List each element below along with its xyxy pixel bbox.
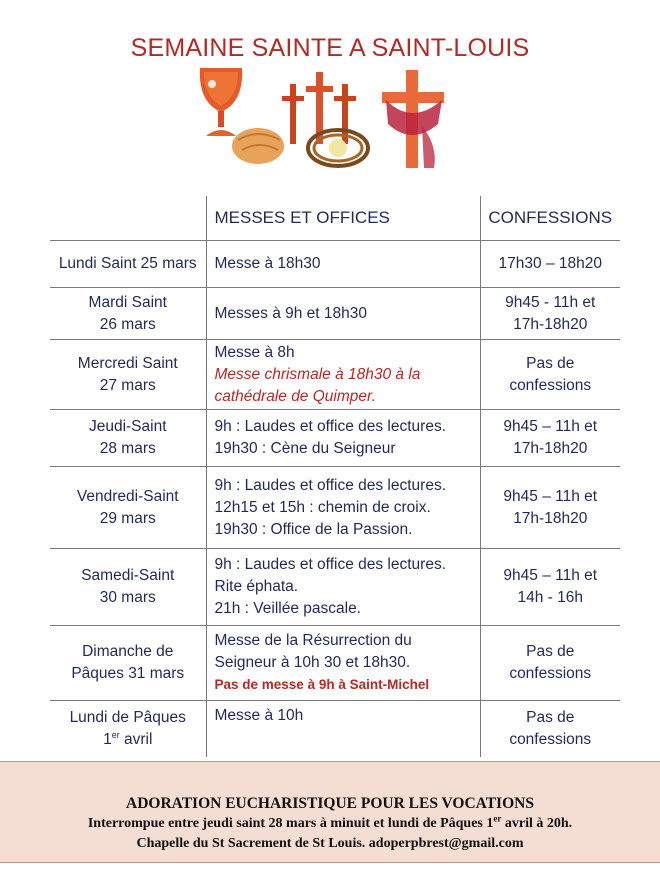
table-row [50,549,620,626]
adoration-footer [0,761,660,863]
table-row [50,288,620,340]
confession-text: confessions [509,665,592,682]
confession-cell [480,467,620,549]
table-row [50,340,620,410]
confession-text: 14h - 16h [517,589,583,606]
day-cell [50,626,206,701]
mass-text: 21h : Veillée pascale. [214,600,361,617]
confession-cell [480,410,620,467]
mass-text: Messe à 8h [214,343,295,361]
mass-text: 9h : Laudes et office des lectures. [214,556,447,573]
footer-interruption-note: Interrompue entre jeudi saint 28 mars à minuit et lundi de Pâques 1er avril à 20h. [87,813,573,831]
confession-text: 17h-18h20 [513,509,588,527]
mass-italic-text: Messe chrismale à 18h30 à la [214,365,421,383]
confession-text: 17h30 – 18h20 [498,255,602,272]
day-text: Mardi Saint [88,293,167,311]
confession-cell [480,549,620,626]
confession-text: 9h45 - 11h et [505,293,596,311]
day-text: Mercredi Saint [77,354,178,372]
header-confessions: CONFESSIONS [488,208,613,227]
chalice-icon [200,68,242,136]
mass-cell [206,410,480,467]
mass-text: Messes à 9h et 18h30 [214,304,368,322]
mass-text: 9h : Laudes et office des lectures. [214,476,447,494]
confession-cell [480,340,620,410]
mass-text: Messe à 10h [214,707,304,724]
day-cell [50,241,206,288]
table-row [50,241,620,288]
page-title: SEMAINE SAINTE A SAINT-LOUIS [130,34,530,62]
table-row [50,626,620,701]
mass-cell [206,340,480,410]
day-cell [50,549,206,626]
day-text: Samedi-Saint [81,567,175,584]
table-row [50,701,620,757]
mass-text: Seigneur à 10h 30 et 18h30. [214,654,411,671]
mass-cell [206,549,480,626]
mass-cell [206,241,480,288]
mass-text: Rite éphata. [214,578,299,595]
confession-text: 17h-18h20 [513,440,588,457]
mass-text: Messe à 18h30 [214,255,321,272]
confession-text: 9h45 – 11h et [503,418,598,435]
mass-italic-text: cathédrale de Quimper. [214,387,376,405]
mass-cell [206,288,480,340]
confession-text: Pas de [526,643,575,660]
day-text: Lundi Saint 25 mars [58,255,197,272]
confession-cell [480,701,620,757]
mass-warning-text: Pas de messe à 9h à Saint-Michel [214,677,430,692]
day-text: Lundi de Pâques [69,708,186,726]
day-cell [50,410,206,467]
day-text: Dimanche de [82,643,174,660]
footer-heading: ADORATION EUCHARISTIQUE POUR LES VOCATIONS [126,795,534,812]
confession-cell [480,626,620,701]
day-text: Vendredi-Saint [76,487,179,505]
confession-text: Pas de [526,354,575,372]
crown-of-thorns-icon [308,130,368,166]
table-row [50,467,620,549]
day-cell [50,340,206,410]
day-text: Jeudi-Saint [88,418,167,435]
confession-text: 17h-18h20 [513,315,588,333]
header-masses: MESSES ET OFFICES [206,196,480,241]
cross-with-shroud-icon [382,70,444,168]
confession-text: Pas de [526,708,575,726]
day-cell [50,467,206,549]
mass-text: 19h30 : Office de la Passion. [214,520,413,538]
day-date: 1er avril [103,729,153,748]
confession-text: 9h45 – 11h et [503,487,598,505]
mass-text: 19h30 : Cène du Seigneur [214,440,396,457]
holy-week-banner-image [198,66,460,176]
day-cell [50,701,206,757]
day-date: 29 mars [99,509,156,527]
mass-text: 9h : Laudes et office des lectures. [214,418,447,435]
day-cell [50,288,206,340]
confession-text: confessions [509,376,592,394]
day-date: 26 mars [99,315,156,333]
confession-text: 9h45 – 11h et [503,567,598,584]
table-header-row [50,196,620,241]
bread-icon [232,128,284,164]
mass-cell [206,626,480,701]
mass-text: 12h15 et 15h : chemin de croix. [214,498,431,516]
mass-cell [206,467,480,549]
footer-chapel-contact: Chapelle du St Sacrement de St Louis. adoperpbrest@gmail.com [136,836,524,851]
mass-cell [206,701,480,757]
day-date: 27 mars [99,376,156,394]
confession-cell [480,288,620,340]
day-date: Pâques 31 mars [71,665,185,682]
table-row [50,410,620,467]
day-date: 28 mars [99,440,156,457]
mass-text: Messe de la Résurrection du [214,632,412,649]
schedule-table [50,196,620,757]
day-date: 30 mars [99,589,156,606]
confession-text: confessions [509,730,592,748]
header-empty-cell [50,196,206,241]
confession-cell [480,241,620,288]
